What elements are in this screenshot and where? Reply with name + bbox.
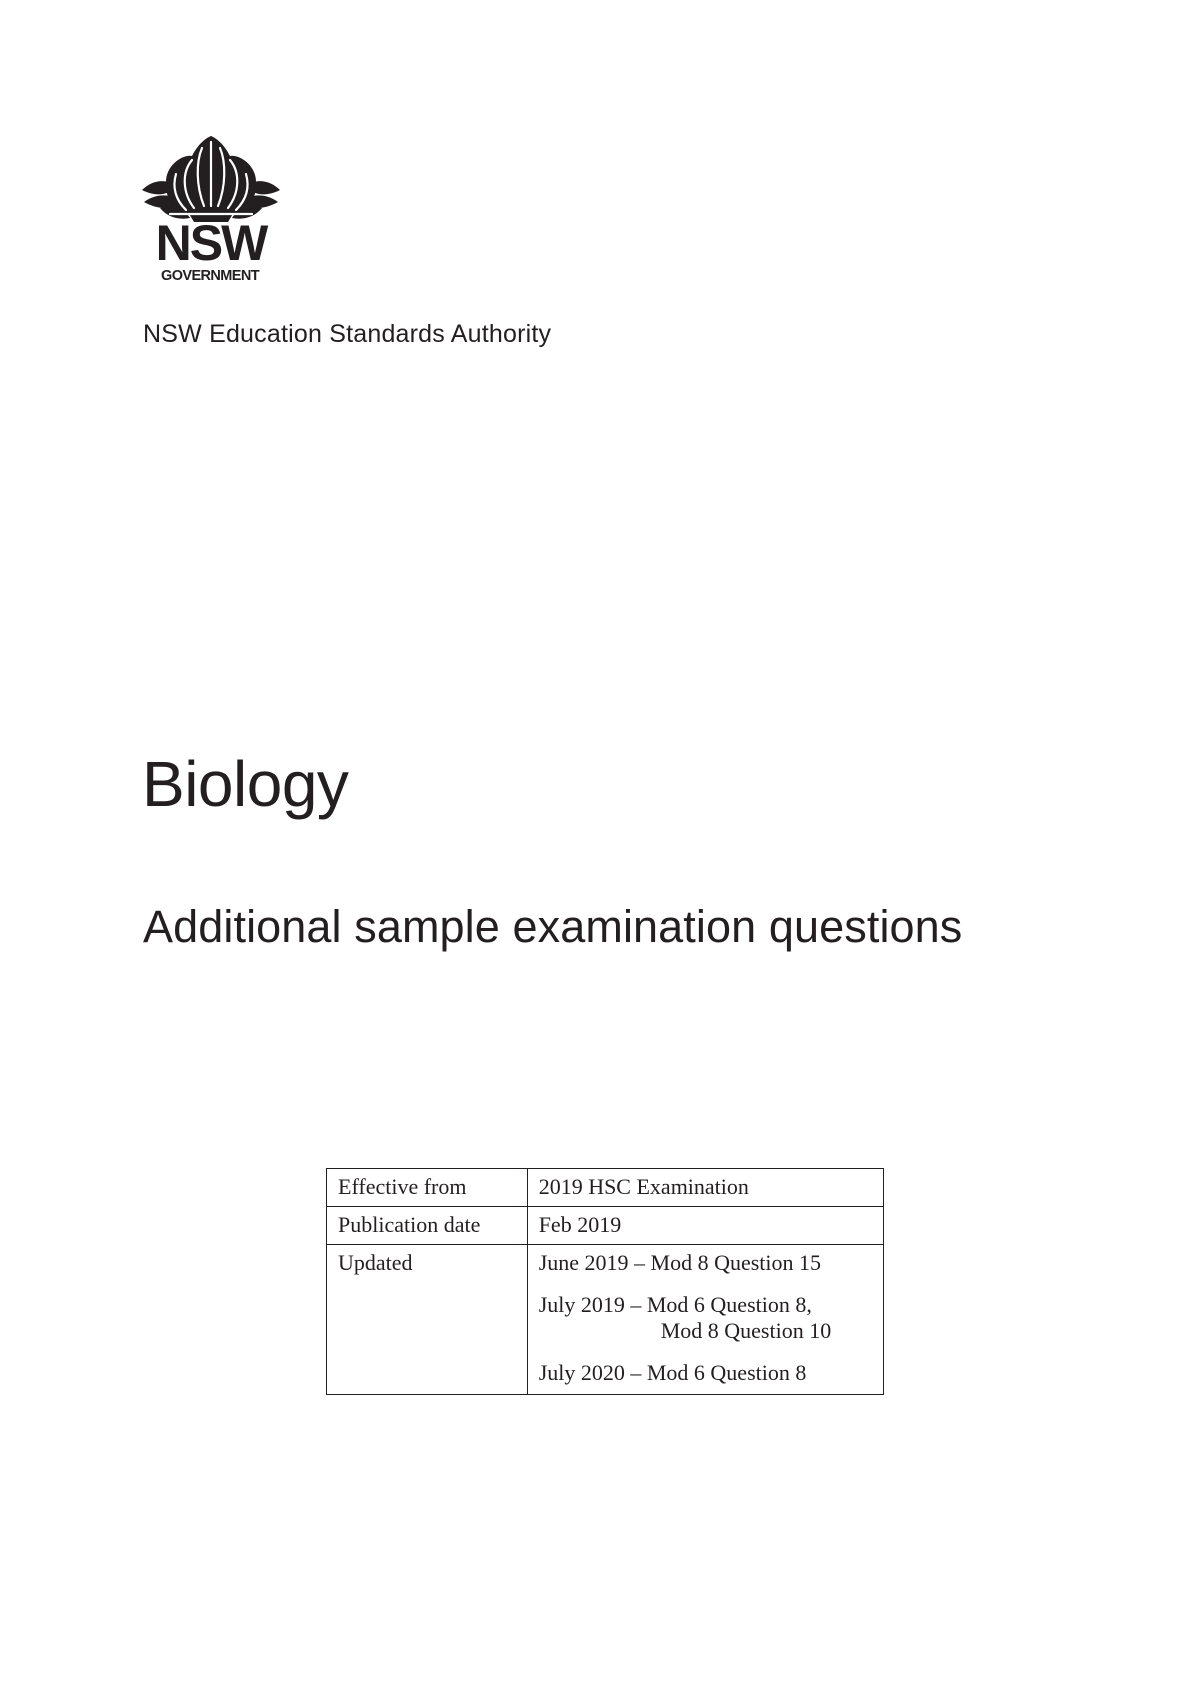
authority-name: NSW Education Standards Authority [143,320,552,348]
table-row-effective-from [327,1169,884,1207]
update-entry [539,1360,873,1386]
table-row-updated [327,1245,884,1395]
effective-from-label: Effective from [327,1169,528,1207]
updated-label: Updated [327,1245,528,1395]
update-line: July 2019 – Mod 6 Question 8, [538,1292,812,1317]
update-line: July 2020 – Mod 6 Question 8 [538,1360,807,1385]
update-line-continuation: Mod 8 Question 10 [660,1318,832,1343]
document-subtitle: Additional sample examination questions [143,901,963,952]
publication-date-value: Feb 2019 [527,1207,883,1245]
waratah-icon [140,134,282,284]
update-line: June 2019 – Mod 8 Question 15 [538,1250,822,1275]
publication-info-table [326,1168,884,1395]
nsw-government-logo [140,134,282,284]
logo-wordmark: NSW [155,215,267,271]
table-row-publication-date [327,1207,884,1245]
document-title: Biology [142,748,349,820]
update-entry [539,1292,873,1344]
logo-subtext: GOVERNMENT [161,268,259,284]
update-entry [539,1250,873,1276]
publication-date-label: Publication date [327,1207,528,1245]
updated-values [527,1245,883,1395]
effective-from-value: 2019 HSC Examination [527,1169,883,1207]
